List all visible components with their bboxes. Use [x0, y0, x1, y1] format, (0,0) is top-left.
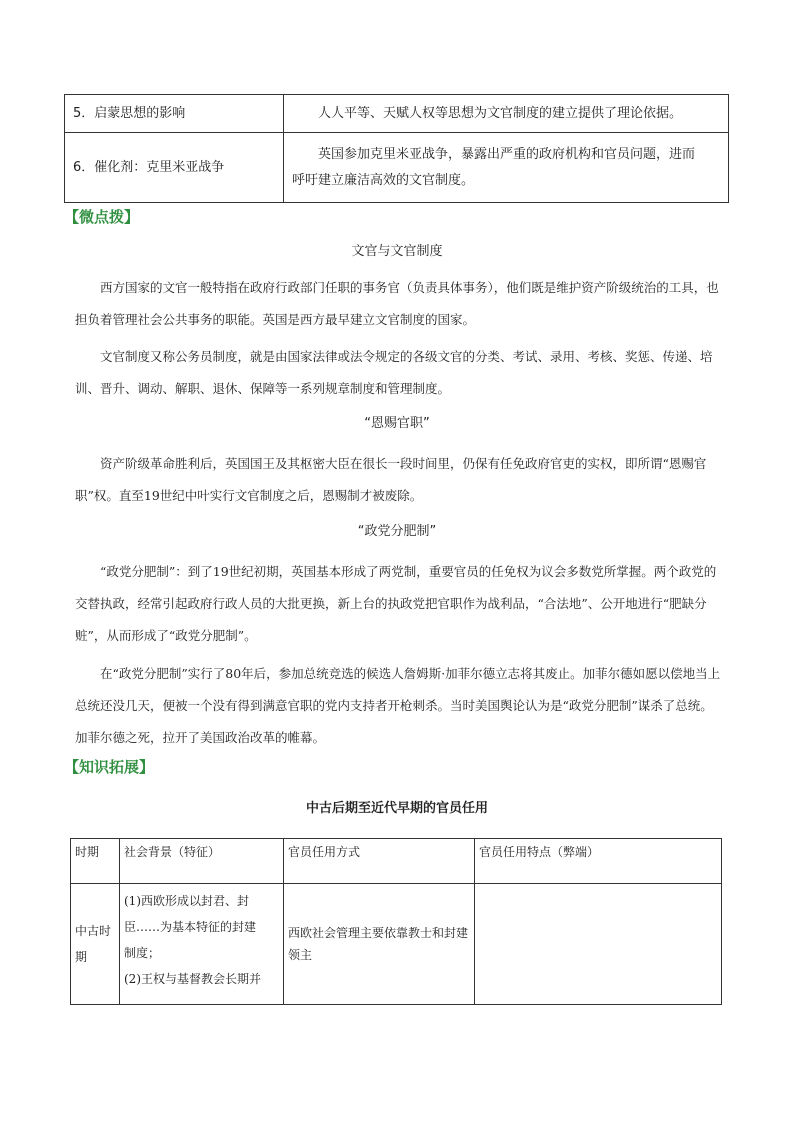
section-label-knowledge: 【知识拓展】 — [64, 758, 155, 776]
heading-civil-service: 文官与文官制度 — [351, 244, 443, 259]
table-title: 中古后期至近代早期的官员任用 — [305, 801, 488, 816]
header-cell: 时期 — [71, 839, 120, 884]
row-label: 5．启蒙思想的影响 — [65, 95, 284, 133]
paragraph-2: 文官制度又称公务员制度，就是由国家法律或法令规定的各级文官的分类、考试、录用、考核、奖惩、传递、培训、晋升、调动、解职、退休、保障等一系列规章制度和管理制度。 — [75, 349, 713, 396]
traits-cell — [475, 884, 722, 1005]
heading-spoils-system: “政党分肥制” — [357, 524, 437, 539]
table-header-row — [71, 839, 722, 884]
paragraph-3: 资产阶级革命胜利后，英国国王及其枢密大臣在很长一段时间里，仍保有任免政府官吏的实权，即所谓“恩赐官职”权。直至19世纪中叶实行文官制度之后，恩赐制才被废除。 — [75, 456, 707, 503]
table-row — [71, 884, 722, 1005]
paragraph-5: 在“政党分肥制”实行了80年后，参加总统竞选的候选人詹姆斯·加菲尔德立志将其废止。加菲尔德如愿以偿地当上总统还没几天，便被一个没有得到满意官职的党内支持者开枪刺杀。当时美国舆论认为是“政党分肥制”谋杀了总统。加菲尔德之死，拉开了美国政治改革的帷幕。 — [75, 666, 721, 745]
header-cell: 官员任用方式 — [284, 839, 475, 884]
header-cell: 社会背景（特征） — [120, 839, 284, 884]
method-cell: 西欧社会管理主要依靠教士和封建领主 — [284, 884, 475, 1005]
section-label-micro: 【微点拨】 — [64, 208, 140, 226]
table-row — [65, 95, 729, 133]
top-table — [64, 94, 729, 203]
heading-patronage: “恩赐官职” — [364, 416, 430, 431]
paragraph-1: 西方国家的文官一般特指在政府行政部门任职的事务官（负责具体事务），他们既是维护资产阶级统治的工具，也担负着管理社会公共事务的职能。英国是西方最早建立文官制度的国家。 — [75, 280, 719, 327]
header-cell: 官员任用特点（弊端） — [475, 839, 722, 884]
officials-table — [70, 838, 722, 1005]
row-label: 6．催化剂：克里米亚战争 — [65, 133, 284, 203]
row-text: 人人平等、天赋人权等思想为文官制度的建立提供了理论依据。 — [284, 95, 729, 133]
paragraph-4: “政党分肥制”：到了19世纪初期，英国基本形成了两党制，重要官员的任免权为议会多数党所掌握。两个政党的交替执政，经常引起政府行政人员的大批更换，新上台的执政党把官职作为战利品，“合法地”、公开地进行“肥缺分赃”，从而形成了“政党分肥制”。 — [75, 564, 717, 643]
background-cell: (1)西欧形成以封君、封 臣……为基本特征的封建 制度； (2)王权与基督教会长期并 — [120, 884, 284, 1005]
row-text: 英国参加克里米亚战争，暴露出严重的政府机构和官员问题，进而 呼吁建立廉洁高效的文官制度。 — [284, 133, 729, 203]
period-cell: 中古时期 — [71, 884, 120, 1005]
table-row — [65, 133, 729, 203]
